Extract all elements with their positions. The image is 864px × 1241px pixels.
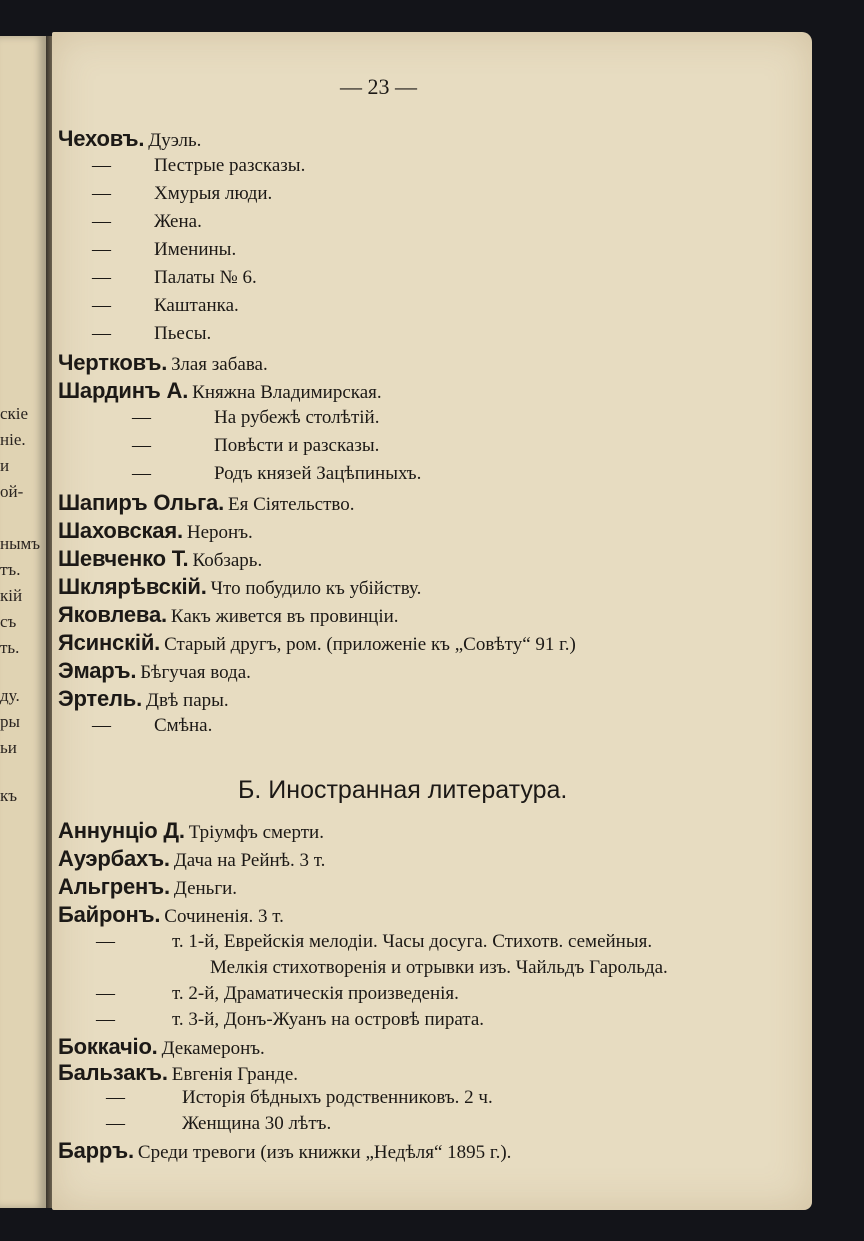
entry-title: Именины. bbox=[154, 239, 237, 260]
entry-title: Пьесы. bbox=[154, 323, 212, 344]
left-page-text-fragment: съ bbox=[0, 612, 17, 631]
entry-title: Мелкія стихотворенія и отрывки изъ. Чайльдъ Гарольда. bbox=[210, 957, 668, 978]
entry-title: Женщина 30 лѣтъ. bbox=[182, 1113, 332, 1134]
entry-title: Двѣ пары. bbox=[146, 690, 229, 711]
catalog-entry bbox=[58, 688, 229, 710]
entry-title: Исторія бѣдныхъ родственниковъ. 2 ч. bbox=[182, 1087, 493, 1108]
entry-title: Деньги. bbox=[173, 878, 238, 899]
ditto-dash: — bbox=[96, 1009, 115, 1030]
catalog-entry bbox=[58, 380, 382, 402]
entry-author: Эртель. bbox=[58, 686, 143, 711]
entry-title: Сочиненія. 3 т. bbox=[164, 906, 284, 927]
left-page-text-fragment: ду. bbox=[0, 686, 20, 705]
entry-title: Бѣгучая вода. bbox=[140, 662, 251, 683]
entry-title: На рубежѣ столѣтій. bbox=[214, 407, 380, 428]
entry-author: Шклярѣвскій. bbox=[58, 574, 207, 599]
entry-author: Аннунціо Д. bbox=[58, 818, 185, 843]
entry-author: Чертковъ. bbox=[58, 350, 168, 375]
ditto-dash: — bbox=[96, 983, 115, 1004]
ditto-dash: — bbox=[132, 407, 151, 428]
entry-author: Ауэрбахъ. bbox=[58, 846, 170, 871]
section-heading: Б. Иностранная литература. bbox=[238, 776, 568, 804]
catalog-entry bbox=[58, 876, 237, 898]
catalog-entry bbox=[92, 324, 211, 343]
entry-title: Злая забава. bbox=[171, 354, 268, 375]
entry-author: Чеховъ. bbox=[58, 126, 145, 151]
ditto-dash: — bbox=[92, 295, 111, 316]
catalog-entry bbox=[106, 1088, 493, 1107]
catalog-entry bbox=[92, 716, 212, 735]
ditto-dash: — bbox=[92, 323, 111, 344]
left-page-text-fragment: скіе bbox=[0, 404, 29, 423]
ditto-dash: — bbox=[92, 155, 111, 176]
ditto-dash: — bbox=[92, 211, 111, 232]
entry-title: Ея Сіятельство. bbox=[227, 494, 355, 515]
entry-author: Шевченко Т. bbox=[58, 546, 189, 571]
entry-author: Шапиръ Ольга. bbox=[58, 490, 224, 515]
catalog-entry bbox=[92, 240, 236, 259]
catalog-entry bbox=[58, 848, 325, 870]
ditto-dash: — bbox=[92, 183, 111, 204]
entry-title: Смѣна. bbox=[154, 715, 213, 736]
left-page-text-fragment: тъ. bbox=[0, 560, 21, 579]
ditto-dash: — bbox=[92, 715, 111, 736]
entry-title: Декамеронъ. bbox=[161, 1038, 265, 1059]
left-page-text-fragment: къ bbox=[0, 786, 18, 805]
catalog-entry bbox=[132, 408, 379, 427]
entry-title: Повѣсти и разсказы. bbox=[214, 435, 380, 456]
left-page-text-fragment: и bbox=[0, 456, 10, 475]
entry-author: Альгренъ. bbox=[58, 874, 170, 899]
entry-title: Хмурыя люди. bbox=[154, 183, 273, 204]
catalog-entry bbox=[92, 296, 239, 315]
catalog-entry bbox=[92, 268, 257, 287]
catalog-entry bbox=[132, 436, 379, 455]
entry-author: Шаховская. bbox=[58, 518, 183, 543]
entry-author: Барръ. bbox=[58, 1138, 134, 1163]
left-page-text-fragment: ой- bbox=[0, 482, 24, 501]
catalog-entry bbox=[58, 520, 253, 542]
catalog-entry bbox=[58, 1036, 265, 1058]
catalog-entry bbox=[58, 128, 201, 150]
entry-author: Бальзакъ. bbox=[58, 1060, 168, 1085]
catalog-entry bbox=[58, 660, 251, 682]
catalog-entry bbox=[106, 1114, 331, 1133]
entry-title: т. 3-й, Донъ-Жуанъ на островѣ пирата. bbox=[172, 1009, 484, 1030]
entry-title: Тріумфъ смерти. bbox=[188, 822, 324, 843]
entry-title: Евгенія Гранде. bbox=[171, 1064, 299, 1085]
entry-title: Княжна Владимирская. bbox=[192, 382, 382, 403]
entry-title: Родъ князей Зацѣпиныхъ. bbox=[214, 463, 422, 484]
catalog-entry bbox=[58, 604, 399, 626]
catalog-entry bbox=[58, 492, 354, 514]
catalog-entry bbox=[96, 1010, 484, 1029]
entry-author: Байронъ. bbox=[58, 902, 161, 927]
entry-title: Каштанка. bbox=[154, 295, 239, 316]
catalog-entry bbox=[58, 820, 324, 842]
catalog-entry bbox=[92, 184, 272, 203]
entry-title: т. 1-й, Еврейскія мелодіи. Часы досуга. Стихотв. семейныя. bbox=[172, 931, 653, 952]
entry-title: Среди тревоги (изъ книжки „Недѣля“ 1895 г.). bbox=[137, 1142, 512, 1163]
entry-title: Пестрые разсказы. bbox=[154, 155, 306, 176]
catalog-entry bbox=[96, 932, 652, 951]
previous-page-edge bbox=[0, 36, 46, 1208]
catalog-entry bbox=[58, 1062, 298, 1084]
entry-title: Что побудило къ убійству. bbox=[210, 578, 422, 599]
entry-title: Старый другъ, ром. (приложеніе къ „Совѣту“ 91 г.) bbox=[164, 634, 576, 655]
left-page-text-fragment: ніе. bbox=[0, 430, 26, 449]
catalog-entry bbox=[92, 212, 202, 231]
page-number: — 23 — bbox=[340, 74, 417, 99]
entry-author: Боккачіо. bbox=[58, 1034, 158, 1059]
book-page bbox=[52, 32, 812, 1210]
catalog-entry bbox=[58, 576, 421, 598]
left-page-text-fragment: ры bbox=[0, 712, 20, 731]
catalog-entry bbox=[96, 984, 459, 1003]
entry-title: Палаты № 6. bbox=[154, 267, 257, 288]
entry-title: т. 2-й, Драматическія произведенія. bbox=[172, 983, 459, 1004]
ditto-dash: — bbox=[132, 435, 151, 456]
left-page-text-fragment: ьи bbox=[0, 738, 17, 757]
left-page-text-fragment: ть. bbox=[0, 638, 20, 657]
catalog-entry bbox=[58, 904, 284, 926]
entry-title: Неронъ. bbox=[186, 522, 253, 543]
entry-title: Какъ живется въ провинціи. bbox=[170, 606, 399, 627]
catalog-entry bbox=[92, 156, 305, 175]
ditto-dash: — bbox=[132, 463, 151, 484]
ditto-dash: — bbox=[96, 931, 115, 952]
entry-title: Кобзарь. bbox=[192, 550, 263, 571]
entry-title: Дача на Рейнѣ. 3 т. bbox=[173, 850, 326, 871]
catalog-entry bbox=[58, 352, 268, 374]
entry-title: Дуэль. bbox=[148, 130, 202, 151]
entry-author: Яковлева. bbox=[58, 602, 167, 627]
entry-author: Эмаръ. bbox=[58, 658, 137, 683]
catalog-entry bbox=[58, 548, 262, 570]
left-page-text-fragment: кій bbox=[0, 586, 23, 605]
entry-author: Шардинъ А. bbox=[58, 378, 189, 403]
catalog-entry-continuation bbox=[210, 958, 668, 977]
entry-author: Ясинскій. bbox=[58, 630, 161, 655]
ditto-dash: — bbox=[106, 1087, 125, 1108]
ditto-dash: — bbox=[92, 239, 111, 260]
ditto-dash: — bbox=[106, 1113, 125, 1134]
catalog-entry bbox=[58, 1140, 511, 1162]
ditto-dash: — bbox=[92, 267, 111, 288]
catalog-entry bbox=[132, 464, 421, 483]
left-page-text-fragment: нымъ bbox=[0, 534, 41, 553]
catalog-entry bbox=[58, 632, 576, 654]
entry-title: Жена. bbox=[154, 211, 202, 232]
